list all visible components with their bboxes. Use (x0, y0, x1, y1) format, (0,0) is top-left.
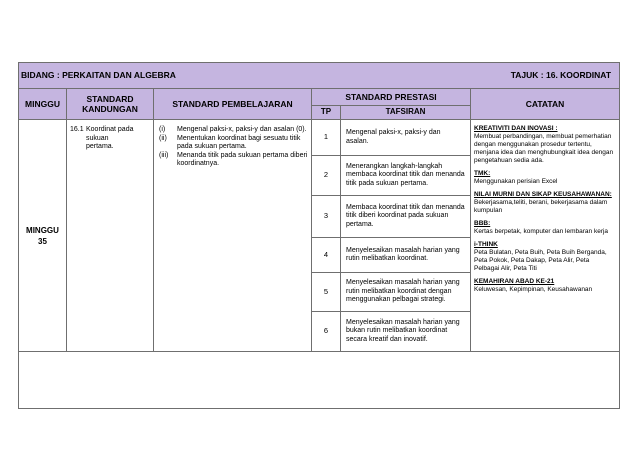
tafsiran-text: Menerangkan langkah-langkah membaca koordinat titik dan menanda titik pada sukuan pertama. (341, 156, 471, 196)
tafsiran-text: Menyelesaikan masalah harian yang rutin melibatkan koordinat dengan menggunakan pelbagai strategi. (341, 273, 471, 312)
sk-number: 16.1 (70, 126, 84, 133)
header-catatan: CATATAN (471, 89, 620, 120)
catatan-heading: KEMAHIRAN ABAD KE-21 (474, 278, 555, 285)
empty-cell (19, 352, 620, 409)
header-minggu: MINGGU (19, 89, 67, 120)
catatan-section (474, 125, 616, 165)
sp-item (159, 152, 308, 169)
title-row (19, 63, 620, 89)
catatan-heading: NILAI MURNI DAN SIKAP KEUSAHAWANAN: (474, 191, 612, 198)
sp-text: Menentukan koordinat bagi sesuatu titik pada sukuan pertama. (177, 134, 301, 150)
minggu-value: MINGGU 35 (26, 225, 59, 246)
catatan-heading: KREATIVITI DAN INOVASI : (474, 125, 558, 132)
sp-num: (i) (159, 126, 166, 133)
catatan-heading: i-THINK (474, 241, 498, 248)
sp-item (159, 126, 308, 135)
empty-row (19, 352, 620, 409)
tp-value: 1 (312, 120, 341, 156)
catatan-body: Peta Bulatan, Peta Buih, Peta Buih Berganda, Peta Pokok, Peta Dakap, Peta Alir, Peta Pelbagai Alir, Peta Titi (474, 249, 607, 272)
catatan-section (474, 220, 616, 236)
table-row (19, 120, 620, 156)
tp-value: 5 (312, 273, 341, 312)
sp-num: (ii) (159, 134, 167, 142)
catatan-body: Membuat perbandingan, membuat pemerhatian dengan menggunakan prosedur tertentu, menjana idea dan menghubungkait idea dengan pengetahuan sedia ada. (474, 133, 614, 164)
tafsiran-text: Menyelesaikan masalah harian yang rutin melibatkan koordinat. (341, 238, 471, 273)
catatan-section (474, 170, 616, 186)
catatan-section (474, 278, 616, 294)
sp-item (159, 135, 308, 152)
title-cell (19, 63, 620, 89)
sp-num: (iii) (159, 151, 169, 159)
catatan-heading: TMK: (474, 170, 491, 177)
standard-kandungan-cell (67, 120, 154, 352)
tp-value: 3 (312, 196, 341, 238)
tafsiran-text: Mengenal paksi-x, paksi-y dan asalan. (341, 120, 471, 156)
header-row-1 (19, 89, 620, 106)
tp-value: 2 (312, 156, 341, 196)
sk-text: Koordinat pada sukuan pertama. (86, 126, 134, 150)
catatan-cell (471, 120, 620, 352)
catatan-body: Menggunakan perisian Excel (474, 178, 558, 185)
header-standard-prestasi: STANDARD PRESTASI (312, 89, 471, 106)
catatan-section (474, 191, 616, 215)
catatan-body: Keluwesan, Kepimpinan, Keusahawanan (474, 286, 593, 293)
header-standard-pembelajaran: STANDARD PEMBELAJARAN (154, 89, 312, 120)
catatan-body: Kertas berpetak, komputer dan lembaran kerja (474, 228, 609, 235)
rpt-table (18, 62, 620, 409)
tafsiran-text: Membaca koordinat titik dan menanda titik diberi koordinat pada sukuan pertama. (341, 196, 471, 238)
sp-text: Menanda titik pada sukuan pertama diberi koordinatnya. (177, 151, 308, 167)
tajuk-label: TAJUK : 16. KOORDINAT (510, 70, 612, 81)
tp-value: 4 (312, 238, 341, 273)
sp-text: Mengenal paksi-x, paksi-y dan asalan (0). (177, 126, 307, 133)
tafsiran-text: Menyelesaikan masalah harian yang bukan rutin melibatkan koordinat secara kreatif dan inovatif. (341, 312, 471, 352)
header-standard-kandungan: STANDARD KANDUNGAN (67, 89, 154, 120)
catatan-heading: BBB: (474, 220, 491, 227)
catatan-section (474, 241, 616, 273)
standard-pembelajaran-cell (154, 120, 312, 352)
header-tp: TP (312, 106, 341, 120)
bidang-label: BIDANG : PERKAITAN DAN ALGEBRA (21, 70, 176, 81)
catatan-body: Bekerjasama,teliti, berani, bekerjasama dalam kumpulan (474, 199, 608, 214)
minggu-cell (19, 120, 67, 352)
tp-value: 6 (312, 312, 341, 352)
header-tafsiran: TAFSIRAN (341, 106, 471, 120)
